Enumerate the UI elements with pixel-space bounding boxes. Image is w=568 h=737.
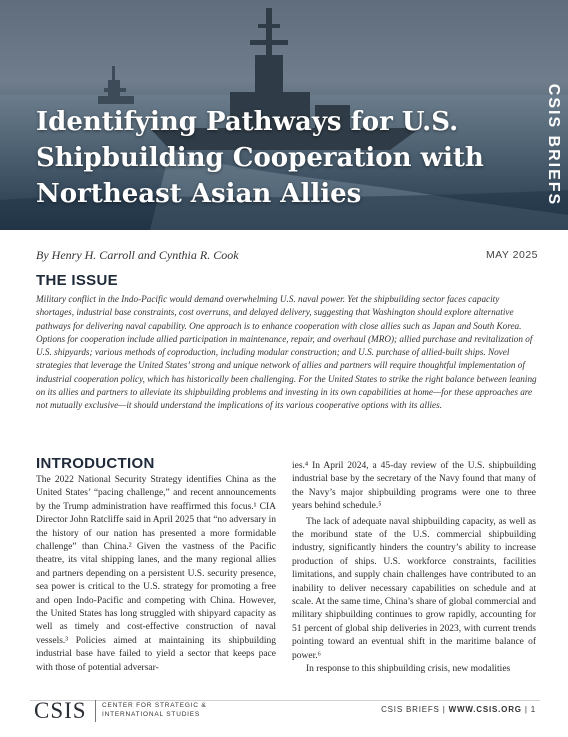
intro-paragraph: In response to this shipbuilding crisis, new modalities bbox=[306, 664, 511, 675]
center-name: CENTER FOR STRATEGIC & INTERNATIONAL STUDIES bbox=[102, 702, 207, 718]
csis-logo: CSIS bbox=[34, 698, 87, 723]
author-byline: By Henry H. Carroll and Cynthia R. Cook bbox=[36, 248, 239, 262]
issue-summary: Military conflict in the Indo-Pacific would demand overwhelming U.S. naval power. Yet the shipbuilding sector faces capacity shortages, industrial base constraints, cost overruns, and delayed delivery, suggesting that Washington should explore alternative pathways for delivering naval capability. One approach is to enhance cooperation with close allies such as Japan and South Korea. Options for cooperation include allied participation in maintenance, repair, and overhaul (MRO); allied purchase and revitalization of U.S. shipyards; various methods of coproduction, including modular construction; and U.S. purchase of allied-built ships. Novel strategies that leverage the United States’ strong and unique network of allies and partners will require thoughtful implementation of industrial cooperation policy, which has historically been challenging. For the United States to strike the right balance between leaning on its allies and partners to alleviate its shipbuilding problems and investing in its own capabilities at home—for these approaches are not mutually exclusive—it should understand the implications of its various cooperative options with its allies. bbox=[36, 294, 537, 411]
intro-column-right bbox=[292, 460, 536, 677]
series-tab-label: CSIS BRIEFS bbox=[545, 83, 562, 207]
document-title: Identifying Pathways for U.S. Shipbuilding Cooperation with Northeast Asian Allies bbox=[36, 107, 484, 209]
hero-banner bbox=[0, 0, 568, 230]
website-link[interactable]: WWW.CSIS.ORG bbox=[448, 705, 522, 714]
intro-paragraph: The lack of adequate naval shipbuilding capacity, as well as the moribund state of the U.S. commercial shipbuilding industry, significantly hinders the country’s ability to increase production of ships. U.S. workforce constraints, facilities limitations, and supply chain challenges have contributed to an inability to deliver necessary capabilities on schedule and at scale. At the same time, China’s share of global commercial and military shipbuilding continues to grow rapidly, accounting for 51 percent of global ship deliveries in 2023, with current trends pointing toward an eventual shift in the maritime balance of power.⁶ bbox=[292, 516, 536, 661]
series-tab bbox=[538, 60, 568, 230]
intro-paragraph: The 2022 National Security Strategy identifies China as the United States’ “pacing challenge,” and recent announcements by the Trump administration have reaffirmed this focus.¹ CIA Director John Ratcliffe said in April 2025 that “no adversary in the history of our nation has presented a more formidable challenge” than China.² Given the vastness of the Pacific theatre, its vital shipping lanes, and the many regional allies and partners depending on a persistent U.S. security presence, sea power is critical to the U.S. strategy for promoting a free and open Indo-Pacific and competing with China. However, the United States has long struggled with shipyard capacity as well as timely and cost-effective construction of naval vessels.³ Policies aimed at maintaining its shipbuilding industrial base have failed to yield a sector that keeps pace with those of potential adversar- bbox=[36, 475, 276, 673]
intro-column-left bbox=[36, 474, 276, 675]
intro-paragraph: ies.⁴ In April 2024, a 45-day review of the U.S. shipbuilding industrial base by the secretary of the Navy found that many of the Navy’s major shipbuilding programs were one to three years behind schedule.⁵ bbox=[292, 461, 536, 512]
footer-info: CSIS BRIEFS | WWW.CSIS.ORG | 1 bbox=[381, 705, 536, 714]
issue-heading: THE ISSUE bbox=[36, 272, 118, 289]
logo-divider bbox=[95, 700, 96, 722]
publication-date: MAY 2025 bbox=[485, 249, 538, 261]
footer-series: CSIS BRIEFS bbox=[381, 705, 440, 714]
introduction-heading: INTRODUCTION bbox=[36, 455, 155, 472]
page-number: 1 bbox=[530, 705, 536, 714]
